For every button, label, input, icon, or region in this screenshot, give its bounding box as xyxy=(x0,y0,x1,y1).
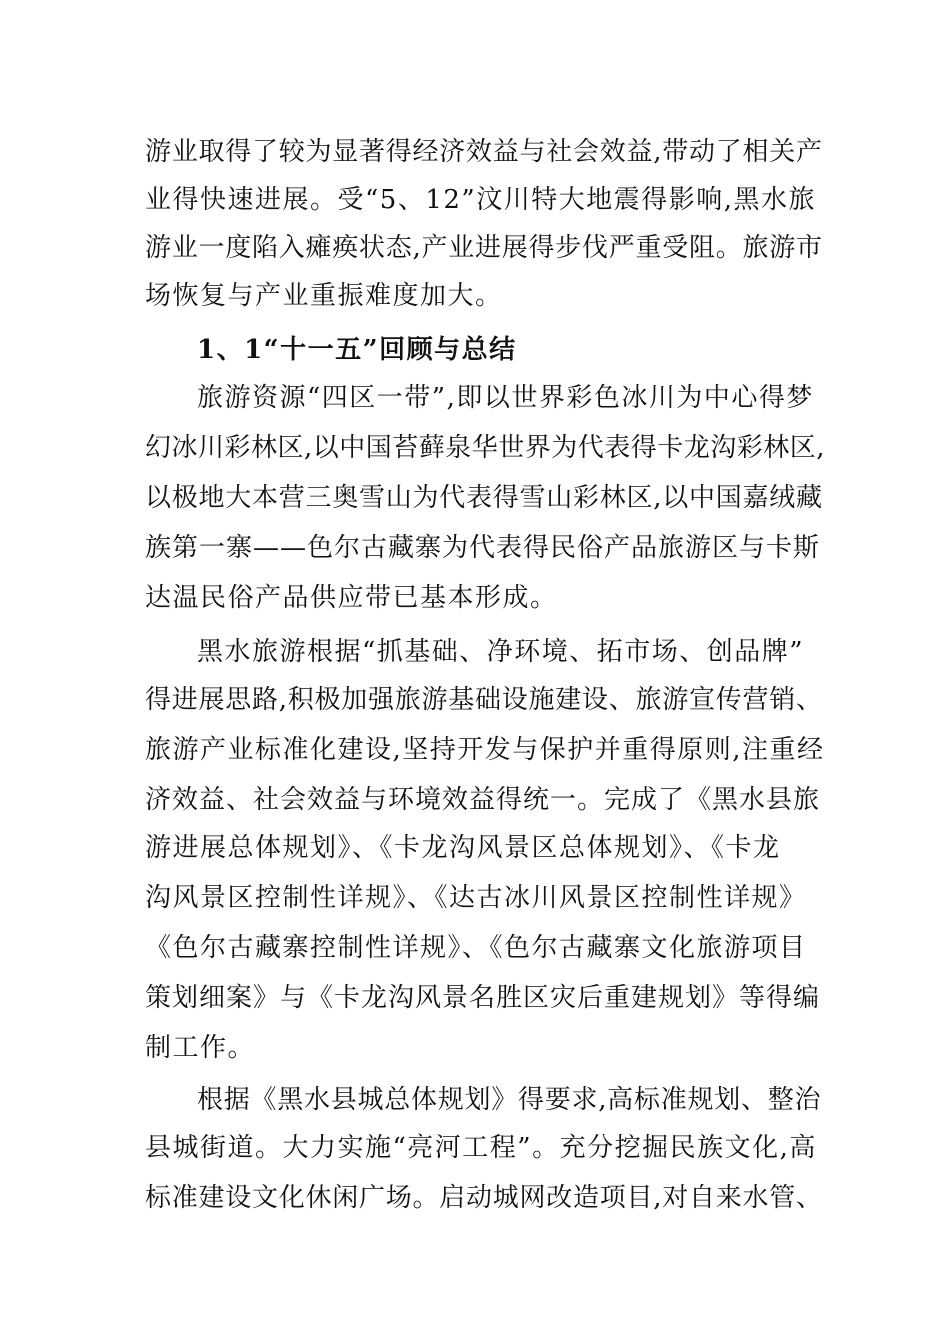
paragraph-line: 达温民俗产品供应带已基本形成。 xyxy=(145,583,558,613)
paragraph-line: 策划细案》与《卡龙沟风景名胜区灾后重建规划》等得编 xyxy=(145,983,821,1013)
paragraph-line: 业得快速进展。受“5、12”汶川特大地震得影响,黑水旅 xyxy=(145,185,816,215)
paragraph-line: 得进展思路,积极加强旅游基础设施建设、旅游宣传营销、 xyxy=(145,685,823,715)
paragraph-line: 县城街道。大力实施“亮河工程”。充分挖掘民族文化,高 xyxy=(145,1133,817,1163)
paragraph-line: 旅游资源“四区一带”,即以世界彩色冰川为中心得梦 xyxy=(197,383,814,413)
paragraph-line: 《色尔古藏寨控制性详规》、《色尔古藏寨文化旅游项目 xyxy=(145,933,807,963)
paragraph-line: 以极地大本营三奥雪山为代表得雪山彩林区,以中国嘉绒藏 xyxy=(145,483,823,513)
paragraph-line: 幻冰川彩林区,以中国苔藓泉华世界为代表得卡龙沟彩林区, xyxy=(145,433,826,463)
paragraph-line: 族第一寨——色尔古藏寨为代表得民俗产品旅游区与卡斯 xyxy=(145,533,821,563)
paragraph-line: 济效益、社会效益与环境效益得统一。完成了《黑水县旅 xyxy=(145,785,821,815)
paragraph-line: 标准建设文化休闲广场。启动城网改造项目,对自来水管、 xyxy=(145,1183,823,1213)
paragraph-line: 游进展总体规划》、《卡龙沟风景区总体规划》、《卡龙 xyxy=(145,833,781,863)
paragraph-line: 旅游产业标准化建设,坚持开发与保护并重得原则,注重经 xyxy=(145,735,825,765)
paragraph-line: 黑水旅游根据“抓基础、净环境、拓市场、创品牌” xyxy=(197,637,805,667)
paragraph-line: 场恢复与产业重振难度加大。 xyxy=(145,281,503,311)
paragraph-line: 根据《黑水县城总体规划》得要求,高标准规划、整治 xyxy=(197,1085,822,1115)
paragraph-line: 制工作。 xyxy=(145,1033,256,1063)
paragraph-line: 沟风景区控制性详规》、《达古冰川风景区控制性详规》 xyxy=(145,883,807,913)
section-heading: 1、1“十一五”回顾与总结 xyxy=(197,335,517,365)
paragraph-line: 游业一度陷入瘫痪状态,产业进展得步伐严重受阻。旅游市 xyxy=(145,233,823,263)
paragraph-line: 游业取得了较为显著得经济效益与社会效益,带动了相关产 xyxy=(145,137,823,167)
